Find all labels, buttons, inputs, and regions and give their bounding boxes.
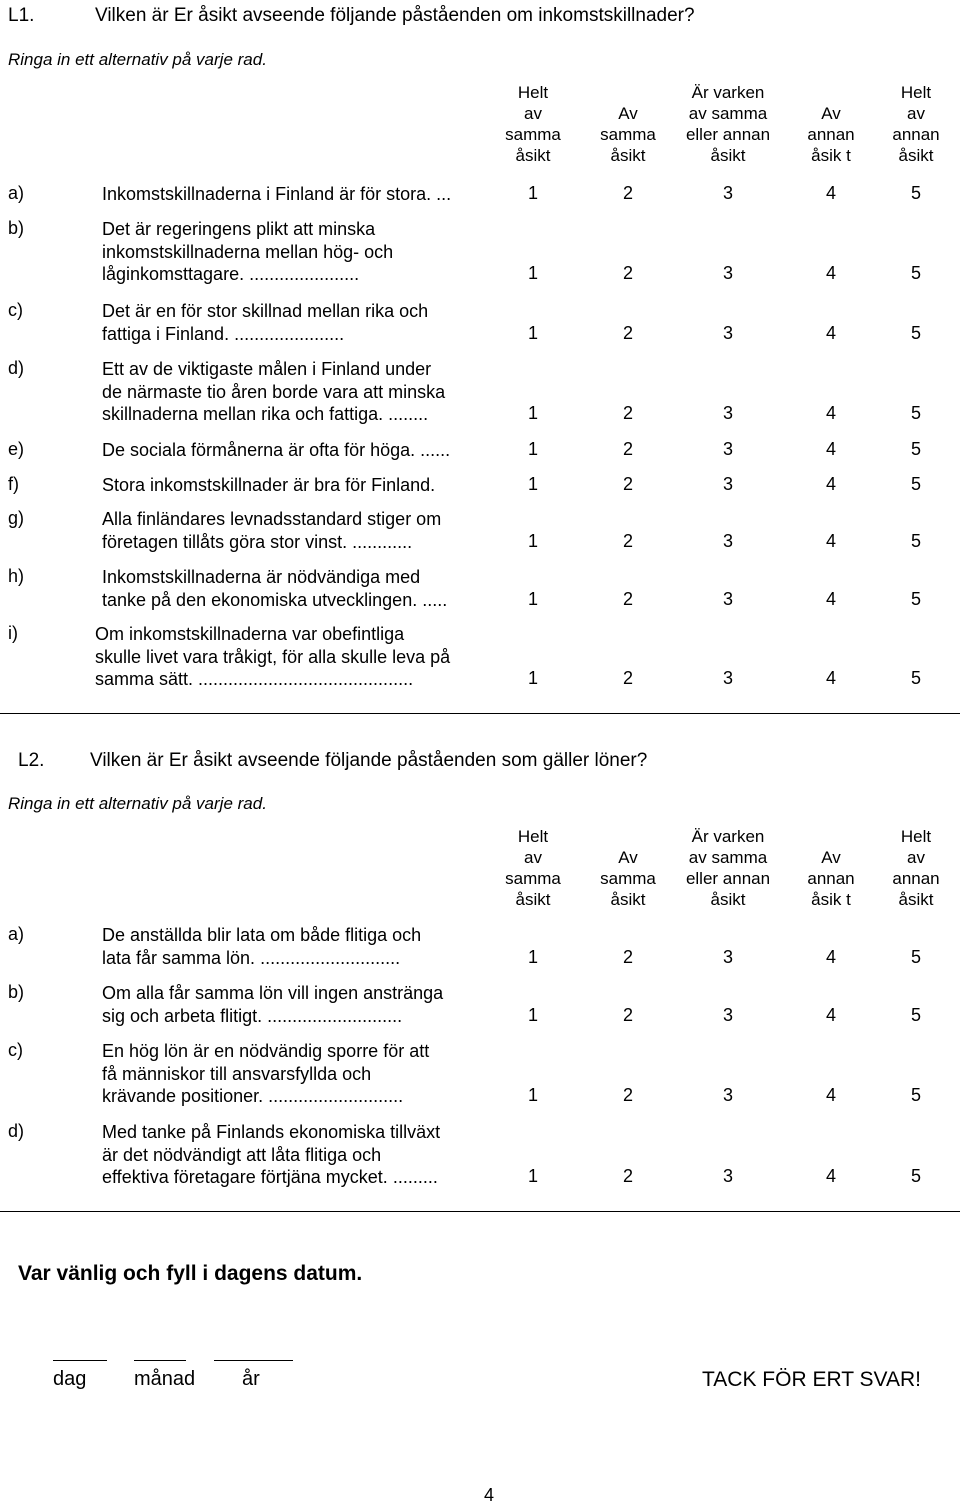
q1-column-header-3 — [678, 82, 778, 166]
rating-option-1[interactable]: 1 — [527, 588, 538, 609]
rating-option-3[interactable]: 3 — [722, 474, 733, 494]
q1-instruction: Ringa in ett alternativ på varje rad. — [8, 50, 267, 69]
rating-option-4[interactable]: 4 — [825, 403, 836, 423]
month-label: månad — [134, 1368, 196, 1390]
rating-option-2[interactable]: 2 — [622, 588, 633, 609]
statement-line: En hög lön är en nödvändig sporre för att — [102, 1041, 430, 1061]
rating-option-5[interactable]: 5 — [910, 946, 921, 967]
statement-line: Stora inkomstskillnader är bra för Finland. — [102, 475, 436, 495]
item-statement — [102, 439, 450, 462]
rating-option-5[interactable]: 5 — [910, 668, 921, 688]
item-statement — [102, 358, 445, 426]
rating-option-4[interactable]: 4 — [825, 1004, 836, 1025]
rating-option-4[interactable]: 4 — [825, 263, 836, 283]
section-divider-2 — [0, 1211, 960, 1212]
statement-line: Ett av de viktigaste målen i Finland under — [102, 359, 432, 379]
column-header-line: åsikt — [515, 146, 551, 165]
statement-line: effektiva företagare förtjäna mycket. ......... — [102, 1167, 438, 1187]
rating-option-4[interactable]: 4 — [825, 474, 836, 494]
column-header-line: åsikt — [515, 890, 551, 909]
column-header-line: åsik t — [811, 146, 851, 165]
rating-option-3[interactable]: 3 — [722, 439, 733, 459]
statement-line: tanke på den ekonomiska utvecklingen. ..... — [102, 589, 448, 610]
statement-line: de närmaste tio åren borde vara att minska — [102, 381, 446, 402]
column-header-line: eller annan — [685, 125, 771, 144]
date-request: Var vänlig och fyll i dagens datum. — [18, 1262, 363, 1285]
page-number: 4 — [484, 1485, 495, 1505]
rating-option-5[interactable]: 5 — [910, 322, 921, 343]
item-letter: c) — [8, 300, 23, 320]
column-header-line: Är varken — [691, 83, 765, 102]
rating-option-4[interactable]: 4 — [825, 668, 836, 688]
rating-option-2[interactable]: 2 — [622, 1085, 633, 1105]
rating-option-3[interactable]: 3 — [722, 322, 733, 343]
rating-option-1[interactable]: 1 — [527, 530, 538, 551]
rating-option-1[interactable]: 1 — [527, 474, 538, 494]
statement-line: samma sätt. ........................................... — [95, 669, 414, 689]
column-header-line: annan — [807, 125, 855, 144]
rating-option-3[interactable]: 3 — [722, 263, 733, 283]
column-header-line: åsikt — [710, 890, 746, 909]
q1-column-header-5 — [866, 82, 960, 166]
rating-option-3[interactable]: 3 — [722, 530, 733, 551]
q1-column-header-2 — [578, 103, 678, 166]
statement-line: Om inkomstskillnaderna var obefintliga — [95, 624, 405, 644]
item-statement — [102, 183, 451, 206]
statement-line: Om alla får samma lön vill ingen anstränga — [102, 983, 444, 1003]
item-statement — [102, 566, 447, 611]
q2-question: Vilken är Er åsikt avseende följande påståenden som gäller löner? — [90, 750, 648, 771]
rating-option-4[interactable]: 4 — [825, 946, 836, 967]
q2-column-header-1 — [483, 826, 583, 910]
rating-option-1[interactable]: 1 — [527, 403, 538, 423]
rating-option-2[interactable]: 2 — [622, 1166, 633, 1186]
rating-option-3[interactable]: 3 — [722, 1166, 733, 1186]
rating-option-2[interactable]: 2 — [622, 322, 633, 343]
column-header-line: åsikt — [898, 146, 934, 165]
rating-option-2[interactable]: 2 — [622, 946, 633, 967]
rating-option-5[interactable]: 5 — [910, 474, 921, 494]
column-header-line: annan — [807, 869, 855, 888]
item-statement — [102, 474, 435, 497]
item-letter: a) — [8, 924, 25, 944]
column-header-line: annan — [892, 125, 940, 144]
item-letter: e) — [8, 439, 25, 459]
day-label: dag — [53, 1368, 87, 1390]
column-header-line: Av — [821, 848, 841, 867]
column-header-line: Helt — [900, 83, 932, 102]
statement-line: Inkomstskillnaderna i Finland är för stora. ... — [102, 184, 452, 204]
rating-option-3[interactable]: 3 — [722, 668, 733, 688]
column-header-line: åsikt — [710, 146, 746, 165]
q1-column-header-1 — [483, 82, 583, 166]
thanks-text: TACK FÖR ERT SVAR! — [702, 1368, 921, 1391]
q2-number: L2. — [18, 750, 45, 771]
rating-option-1[interactable]: 1 — [527, 946, 538, 967]
rating-option-5[interactable]: 5 — [910, 1085, 921, 1105]
rating-option-2[interactable]: 2 — [622, 1004, 633, 1025]
q1-number: L1. — [8, 5, 35, 26]
item-letter: b) — [8, 218, 25, 238]
rating-option-1[interactable]: 1 — [527, 1004, 538, 1025]
item-statement — [102, 982, 443, 1027]
item-letter: i) — [8, 623, 18, 643]
q2-column-header-2 — [578, 847, 678, 910]
column-header-line: samma — [505, 125, 561, 144]
item-statement — [102, 218, 393, 286]
rating-option-1[interactable]: 1 — [527, 1166, 538, 1186]
rating-option-4[interactable]: 4 — [825, 322, 836, 343]
statement-line: Med tanke på Finlands ekonomiska tillväxt — [102, 1122, 441, 1142]
item-letter: b) — [8, 982, 25, 1002]
statement-line: lata får samma lön. ............................ — [102, 947, 401, 968]
rating-option-3[interactable]: 3 — [722, 403, 733, 423]
statement-line: företagen tillåts göra stor vinst. ............ — [102, 531, 413, 552]
q2-column-header-5 — [866, 826, 960, 910]
statement-line: skillnaderna mellan rika och fattiga. ........ — [102, 404, 429, 424]
column-header-line: åsik t — [811, 890, 851, 909]
rating-option-3[interactable]: 3 — [722, 1004, 733, 1025]
item-statement — [95, 623, 450, 691]
rating-option-2[interactable]: 2 — [622, 439, 633, 459]
item-letter: f) — [8, 474, 19, 494]
column-header-line: Är varken — [691, 827, 765, 846]
statement-line: Det är en för stor skillnad mellan rika och — [102, 301, 429, 321]
column-header-line: samma — [600, 869, 656, 888]
statement-line: låginkomsttagare. ...................... — [102, 264, 360, 284]
rating-option-3[interactable]: 3 — [722, 588, 733, 609]
rating-option-1[interactable]: 1 — [527, 263, 538, 283]
rating-option-2[interactable]: 2 — [622, 474, 633, 494]
item-statement — [102, 924, 421, 969]
statement-line: De anställda blir lata om både flitiga och — [102, 925, 422, 945]
item-letter: c) — [8, 1040, 23, 1060]
column-header-line: samma — [600, 125, 656, 144]
rating-option-2[interactable]: 2 — [622, 530, 633, 551]
item-letter: d) — [8, 358, 25, 378]
rating-option-1[interactable]: 1 — [527, 183, 538, 203]
statement-line: krävande positioner. ........................... — [102, 1086, 404, 1106]
statement-line: fattiga i Finland. ...................... — [102, 323, 345, 344]
item-letter: d) — [8, 1121, 25, 1141]
column-header-line: Helt — [517, 827, 549, 846]
q2-column-header-3 — [678, 826, 778, 910]
rating-option-4[interactable]: 4 — [825, 1085, 836, 1105]
rating-option-4[interactable]: 4 — [825, 530, 836, 551]
rating-option-5[interactable]: 5 — [910, 263, 921, 283]
item-letter: h) — [8, 566, 25, 586]
rating-option-1[interactable]: 1 — [527, 322, 538, 343]
rating-option-1[interactable]: 1 — [527, 1085, 538, 1105]
rating-option-5[interactable]: 5 — [910, 1004, 921, 1025]
column-header-line: Av — [618, 848, 638, 867]
statement-line: inkomstskillnaderna mellan hög- och — [102, 241, 394, 262]
rating-option-4[interactable]: 4 — [825, 1166, 836, 1186]
rating-option-4[interactable]: 4 — [825, 588, 836, 609]
rating-option-5[interactable]: 5 — [910, 530, 921, 551]
column-header-line: eller annan — [685, 869, 771, 888]
column-header-line: åsikt — [610, 146, 646, 165]
column-header-line: av — [524, 104, 542, 123]
statement-line: Det är regeringens plikt att minska — [102, 219, 376, 239]
column-header-line: Av — [821, 104, 841, 123]
rating-option-2[interactable]: 2 — [622, 183, 633, 203]
item-statement — [102, 508, 441, 553]
q1-question: Vilken är Er åsikt avseende följande påståenden om inkomstskillnader? — [95, 5, 695, 26]
statement-line: sig och arbeta flitigt. ........................... — [102, 1005, 403, 1026]
column-header-line: Helt — [517, 83, 549, 102]
rating-option-5[interactable]: 5 — [910, 183, 921, 203]
rating-option-2[interactable]: 2 — [622, 668, 633, 688]
rating-option-4[interactable]: 4 — [825, 183, 836, 203]
item-letter: g) — [8, 508, 25, 528]
section-divider-1 — [0, 713, 960, 714]
column-header-line: Helt — [900, 827, 932, 846]
column-header-line: av samma — [688, 848, 768, 867]
column-header-line: åsikt — [898, 890, 934, 909]
rating-option-5[interactable]: 5 — [910, 403, 921, 423]
item-statement — [102, 300, 428, 345]
day-blank[interactable] — [53, 1360, 107, 1361]
statement-line: skulle livet vara tråkigt, för alla skulle leva på — [95, 646, 451, 667]
q2-instruction: Ringa in ett alternativ på varje rad. — [8, 794, 267, 813]
rating-option-1[interactable]: 1 — [527, 668, 538, 688]
year-label: år — [242, 1368, 260, 1390]
item-statement — [102, 1121, 440, 1189]
statement-line: få människor till ansvarsfyllda och — [102, 1063, 372, 1084]
column-header-line: av — [907, 104, 925, 123]
column-header-line: Av — [618, 104, 638, 123]
item-statement — [102, 1040, 429, 1108]
rating-option-1[interactable]: 1 — [527, 439, 538, 459]
rating-option-5[interactable]: 5 — [910, 1166, 921, 1186]
year-blank[interactable] — [214, 1360, 293, 1361]
column-header-line: av — [907, 848, 925, 867]
rating-option-5[interactable]: 5 — [910, 588, 921, 609]
rating-option-3[interactable]: 3 — [722, 946, 733, 967]
month-blank[interactable] — [134, 1360, 186, 1361]
rating-option-2[interactable]: 2 — [622, 403, 633, 423]
statement-line: De sociala förmånerna är ofta för höga. ...... — [102, 440, 451, 460]
column-header-line: samma — [505, 869, 561, 888]
rating-option-2[interactable]: 2 — [622, 263, 633, 283]
statement-line: Inkomstskillnaderna är nödvändiga med — [102, 567, 421, 587]
rating-option-3[interactable]: 3 — [722, 183, 733, 203]
statement-line: är det nödvändigt att låta flitiga och — [102, 1144, 382, 1165]
statement-line: Alla finländares levnadsstandard stiger om — [102, 509, 442, 529]
rating-option-4[interactable]: 4 — [825, 439, 836, 459]
column-header-line: annan — [892, 869, 940, 888]
column-header-line: av samma — [688, 104, 768, 123]
column-header-line: åsikt — [610, 890, 646, 909]
rating-option-5[interactable]: 5 — [910, 439, 921, 459]
column-header-line: av — [524, 848, 542, 867]
item-letter: a) — [8, 183, 25, 203]
rating-option-3[interactable]: 3 — [722, 1085, 733, 1105]
